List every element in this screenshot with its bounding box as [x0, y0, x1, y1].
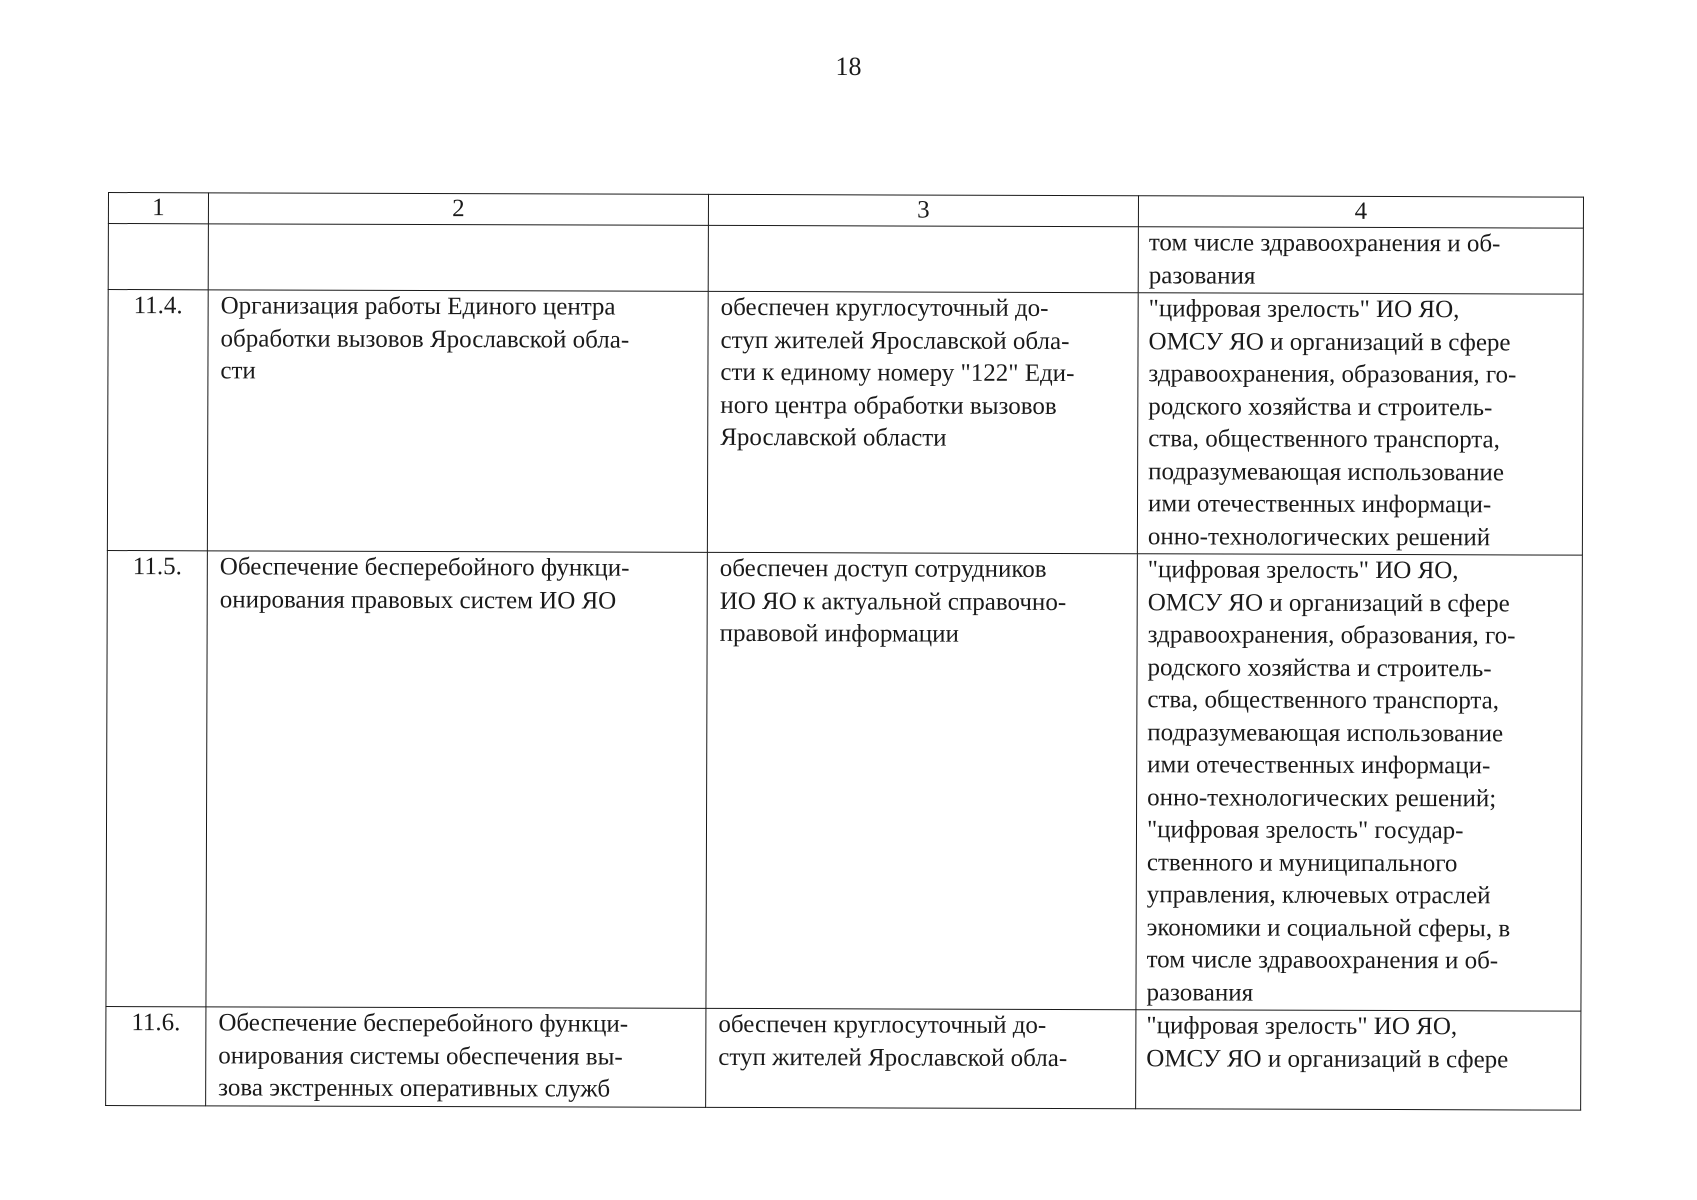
table-row: [107, 290, 1583, 556]
cell-text-line: обеспечен доступ сотрудников: [719, 554, 1047, 583]
cell-text-line: Ярославской области: [720, 423, 947, 452]
cell-text-line: ственного и муниципального: [1146, 848, 1458, 877]
cell-text-line: Организация работы Единого центра: [220, 292, 616, 321]
cell-text-line: управления, ключевых отраслей: [1146, 881, 1491, 910]
header-col-4: 4: [1138, 196, 1583, 228]
cell-text-line: "цифровая зрелость" ИО ЯО,: [1147, 556, 1459, 585]
cell-text-line: обеспечен круглосуточный до-: [718, 1010, 1047, 1039]
cell-text-line: ного центра обработки вызовов: [720, 391, 1057, 420]
indicator-cell: [1138, 227, 1583, 294]
row-number: 11.4.: [107, 290, 208, 551]
cell-text-line: родского хозяйства и строитель-: [1147, 653, 1492, 682]
cell-text-line: ства, общественного транспорта,: [1148, 425, 1500, 454]
cell-text-line: здравоохранения, образования, го-: [1148, 360, 1517, 389]
cell-text-line: ими отечественных информаци-: [1147, 490, 1492, 519]
cell-text-line: ступ жителей Ярославской обла-: [720, 326, 1070, 355]
row-number: [108, 224, 208, 290]
cell-text-line: ОМСУ ЯО и организаций в сфере: [1146, 1044, 1509, 1073]
event-name-cell: [206, 551, 707, 1009]
cell-text-line: обеспечен круглосуточный до-: [720, 293, 1049, 322]
table-row: [106, 550, 1582, 1011]
cell-text-line: ОМСУ ЯО и организаций в сфере: [1147, 588, 1510, 617]
header-col-1: 1: [108, 193, 208, 224]
cell-text-line: ства, общественного транспорта,: [1147, 686, 1500, 715]
cell-text-line: ступ жителей Ярославской обла-: [718, 1043, 1068, 1072]
cell-text-line: подразумевающая использование: [1147, 718, 1504, 747]
table-header-row: [108, 193, 1583, 229]
table-body: [106, 224, 1584, 1110]
event-name-cell: [206, 1007, 706, 1107]
cell-text-line: правовой информации: [719, 619, 960, 648]
indicator-cell: [1137, 293, 1583, 555]
cell-text-line: обработки вызовов Ярославской обла-: [220, 324, 630, 354]
row-number: 11.5.: [106, 550, 207, 1006]
cell-text-line: подразумевающая использование: [1148, 457, 1504, 486]
cell-text-line: "цифровая зрелость" ИО ЯО,: [1148, 295, 1460, 324]
cell-text-line: разования: [1146, 978, 1254, 1007]
result-cell: [706, 1008, 1136, 1108]
cell-text-line: онно-технологических решений: [1147, 522, 1491, 551]
cell-text-line: "цифровая зрелость" государ-: [1146, 816, 1464, 845]
event-name-cell: [208, 224, 708, 292]
cell-text-line: онирования правовых систем ИО ЯО: [219, 585, 617, 615]
cell-text-line: онно-технологических решений;: [1147, 783, 1497, 812]
cell-text-line: том числе здравоохранения и об-: [1148, 229, 1501, 258]
result-cell: [706, 552, 1137, 1009]
result-cell: [708, 225, 1138, 292]
cell-text-line: ОМСУ ЯО и организаций в сфере: [1148, 327, 1511, 356]
table-row: [108, 224, 1583, 295]
event-name-cell: [207, 290, 708, 553]
result-cell: [707, 291, 1138, 553]
indicator-cell: [1136, 554, 1582, 1011]
row-number: 11.6.: [106, 1006, 206, 1105]
cell-text-line: сти к единому номеру "122" Еди-: [720, 358, 1075, 388]
cell-text-line: онирования системы обеспечения вы-: [218, 1041, 623, 1071]
indicator-cell: [1136, 1010, 1581, 1110]
header-col-3: 3: [708, 194, 1138, 226]
cell-text-line: родского хозяйства и строитель-: [1148, 392, 1493, 421]
cell-text-line: здравоохранения, образования, го-: [1147, 621, 1516, 650]
cell-text-line: сти: [220, 357, 256, 385]
cell-text-line: Обеспечение бесперебойного функци-: [218, 1009, 629, 1038]
header-col-2: 2: [208, 193, 708, 226]
cell-text-line: зова экстренных оперативных служб: [218, 1074, 611, 1103]
page-number: 18: [835, 52, 862, 81]
cell-text-line: том числе здравоохранения и об-: [1146, 946, 1499, 975]
cell-text-line: разования: [1148, 261, 1256, 290]
cell-text-line: ими отечественных информаци-: [1147, 751, 1491, 780]
table-row: [106, 1006, 1581, 1109]
cell-text-line: "цифровая зрелость" ИО ЯО,: [1146, 1012, 1458, 1041]
cell-text-line: экономики и социальной сферы, в: [1146, 913, 1511, 942]
cell-text-line: Обеспечение бесперебойного функци-: [219, 553, 630, 582]
cell-text-line: ИО ЯО к актуальной справочно-: [719, 587, 1067, 616]
document-table: [105, 192, 1584, 1110]
